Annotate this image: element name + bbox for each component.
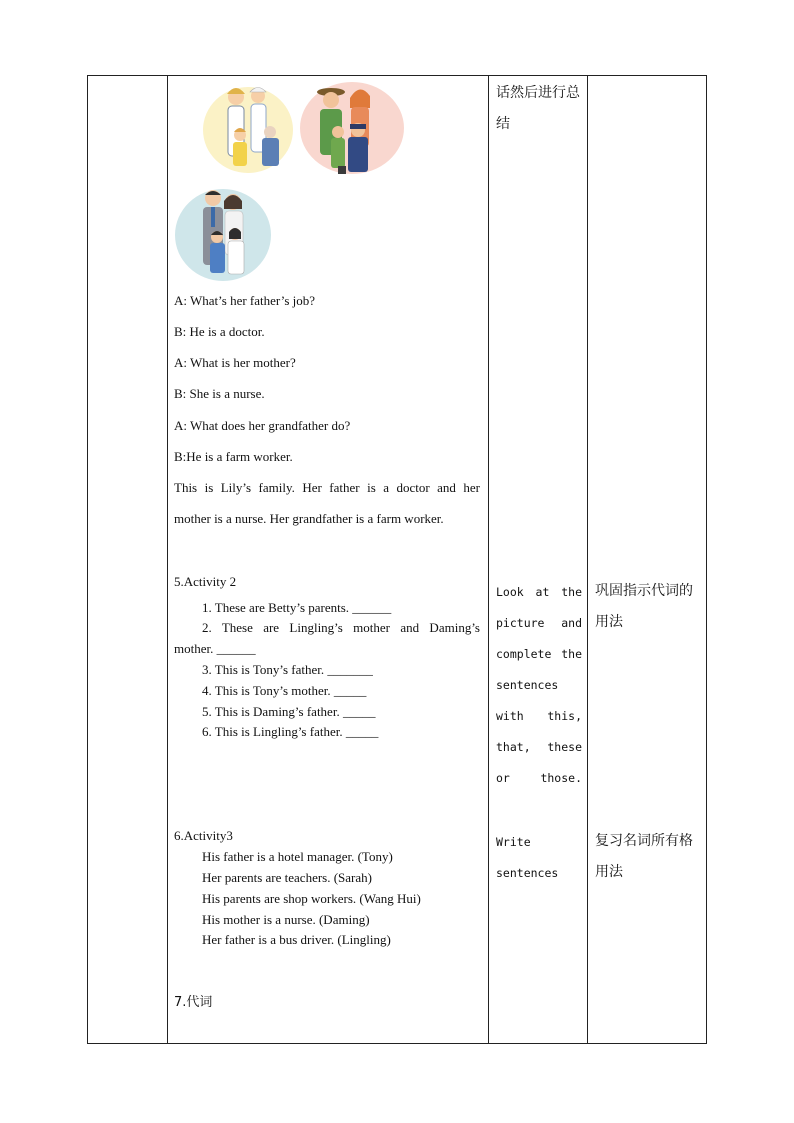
instruction-row: that, these [496, 740, 582, 754]
activity2-title: 5.Activity 2 [174, 574, 237, 589]
family-office-worker-image [173, 185, 273, 283]
activity3-item-5: Her father is a bus driver. (Lingling) [202, 932, 391, 947]
dialogue-line-2: B: He is a doctor. [174, 324, 265, 339]
family-doctor-nurse-image [200, 80, 295, 175]
activity2-purpose-line-2: 用法 [595, 614, 623, 630]
activity2-item-4: 4. This is Tony’s mother. _____ [202, 683, 367, 698]
activity3-item-2: Her parents are teachers. (Sarah) [202, 870, 372, 885]
activity2-item-1: 1. These are Betty’s parents. ______ [202, 600, 392, 615]
family-farmer-police-image [298, 80, 406, 178]
pronoun-title: 7.代词 [174, 995, 213, 1010]
activity3-item-4: His mother is a nurse. (Daming) [202, 912, 370, 927]
col3-top-line-1: 话然后进行总 [496, 85, 580, 101]
col3-top-line-2: 结 [496, 116, 510, 132]
activity3-instruction-2: sentences [496, 866, 559, 880]
instruction-row: with this, [496, 709, 582, 723]
activity2-item-2: 2. These are Lingling’s mother and Daming’s [202, 620, 480, 635]
instruction-row: picture and [496, 616, 582, 630]
instruction-row: complete the [496, 647, 582, 661]
dialogue-line-1: A: What’s her father’s job? [174, 293, 316, 308]
activity2-item-3: 3. This is Tony’s father. _______ [202, 662, 373, 677]
activity2-item-6: 6. This is Lingling’s father. _____ [202, 724, 379, 739]
dialogue-line-6: B:He is a farm worker. [174, 449, 293, 464]
instruction-row: or those. [496, 771, 582, 785]
instruction-row: sentences [496, 678, 559, 692]
dialogue-line-3: A: What is her mother? [174, 355, 296, 370]
dialogue-line-4: B: She is a nurse. [174, 386, 265, 401]
summary-line-1: This is Lily’s family. Her father is a doctor and her [174, 480, 480, 495]
summary-line-2: mother is a nurse. Her grandfather is a farm worker. [174, 511, 444, 526]
activity3-instruction-1: Write [496, 835, 531, 849]
activity3-title: 6.Activity3 [174, 828, 233, 843]
activity2-item-5: 5. This is Daming’s father. _____ [202, 704, 376, 719]
activity3-item-1: His father is a hotel manager. (Tony) [202, 849, 393, 864]
activity3-purpose-line-2: 用法 [595, 864, 623, 880]
dialogue-line-5: A: What does her grandfather do? [174, 418, 351, 433]
instruction-row: Look at the [496, 585, 582, 599]
activity2-instructions [496, 584, 582, 801]
activity3-purpose-line-1: 复习名词所有格 [595, 833, 693, 849]
activity2-item-2-cont: mother. ______ [174, 641, 256, 656]
activity2-purpose-line-1: 巩固指示代词的 [595, 583, 693, 599]
activity3-item-3: His parents are shop workers. (Wang Hui) [202, 891, 421, 906]
